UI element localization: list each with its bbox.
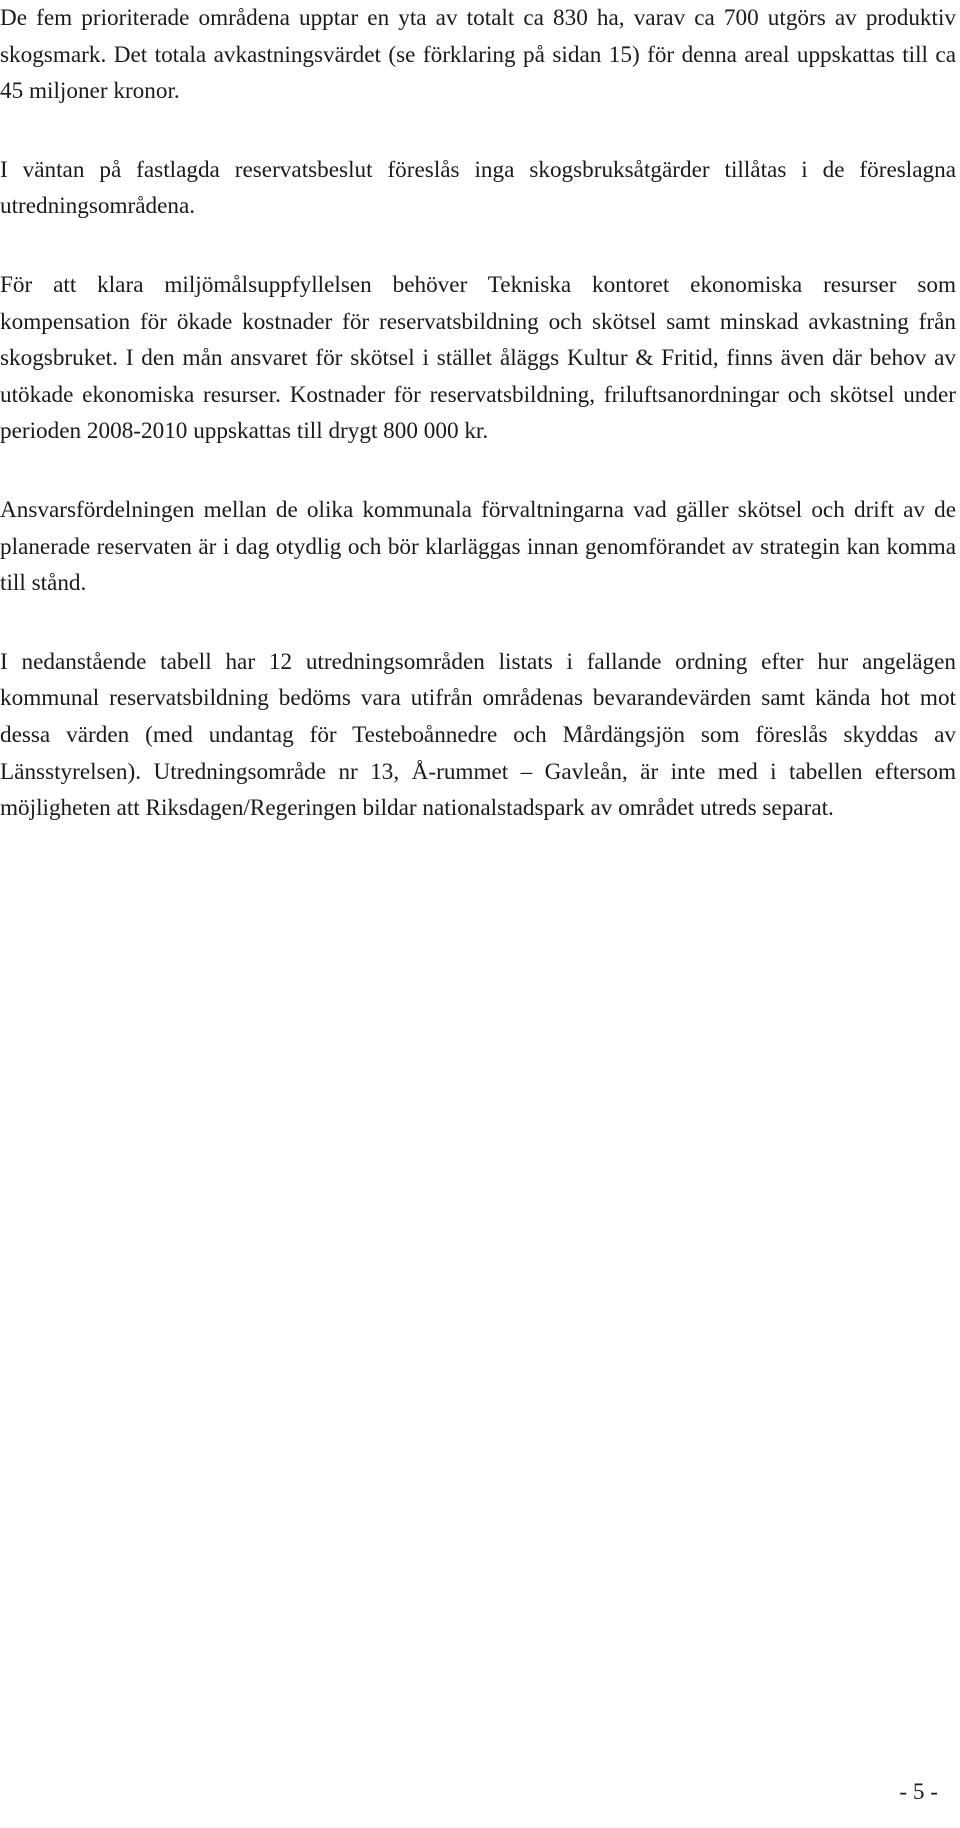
paragraph-responsibility: Ansvarsfördelningen mellan de olika kommunala förvaltningarna vad gäller skötsel och drift av de planerade reservaten är i dag otydlig och bör klarläggas innan genomförandet av strategin kan komma till stånd.: [0, 496, 956, 597]
page-number: - 5 -: [899, 1779, 938, 1805]
paragraph-forestry-measures: I väntan på fastlagda reservatsbeslut föreslås inga skogsbruksåtgärder tillåtas i de föreslagna utredningsområdena.: [0, 156, 956, 220]
paragraph-economic-resources: För att klara miljömålsuppfyllelsen behöver Tekniska kontoret ekonomiska resurser som kompensation för ökade kostnader för reservatsbildning och skötsel samt minskad avkastning från skogsbruket. I den mån ansvaret för skötsel i stället åläggs Kultur & Fritid, finns även där behov av utökade ekonomiska resurser. Kostnader för reservatsbildning, friluftsanordningar och skötsel under perioden 2008-2010 uppskattas till drygt 800 000 kr.: [0, 271, 956, 445]
paragraph-area-summary: De fem prioriterade områdena upptar en yta av totalt ca 830 ha, varav ca 700 utgörs av produktiv skogsmark. Det totala avkastningsvärdet (se förklaring på sidan 15) för denna areal uppskattas till ca 45 miljoner kronor.: [0, 5, 956, 105]
paragraph-table-intro: I nedanstående tabell har 12 utredningsområden listats i fallande ordning efter hur angelägen kommunal reservatsbildning bedöms vara utifrån områdenas bevarandevärden samt kända hot mot dessa värden (med undantag för Testeboånnedre och Mårdängsjön som föreslås skyddas av Länsstyrelsen). Utredningsområde nr 13, Å-rummet – Gavleån, är inte med i tabellen eftersom möjligheten att Riksdagen/Regeringen bildar nationalstadspark av området utreds separat.: [0, 648, 956, 822]
body-text: [0, 0, 956, 869]
page-number-footer: [0, 1777, 956, 1807]
